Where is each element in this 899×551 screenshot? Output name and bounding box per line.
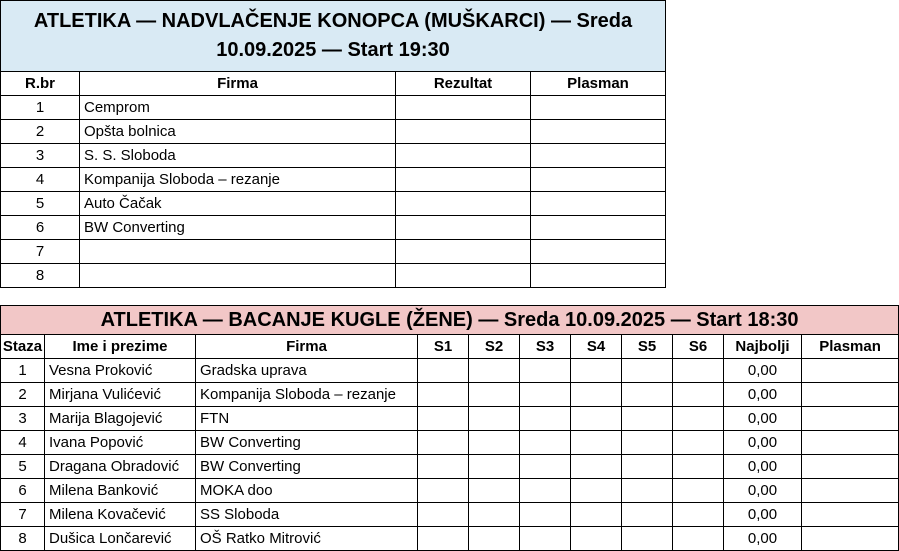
s4-cell[interactable] xyxy=(571,479,622,503)
firma-cell: Kompanija Sloboda – rezanje xyxy=(80,168,396,192)
najbolji-cell: 0,00 xyxy=(724,503,802,527)
column-header-najbolji: Najbolji xyxy=(724,335,802,359)
column-header-s2: S2 xyxy=(469,335,520,359)
firma-cell: Auto Čačak xyxy=(80,192,396,216)
s2-cell[interactable] xyxy=(469,527,520,551)
tug-of-war-title xyxy=(1,1,666,72)
tug-of-war-title-line2: 10.09.2025 — Start 19:30 xyxy=(216,39,450,61)
s3-cell[interactable] xyxy=(520,455,571,479)
s5-cell[interactable] xyxy=(622,503,673,527)
name-cell: Vesna Proković xyxy=(45,359,196,383)
firma-cell: OŠ Ratko Mitrović xyxy=(196,527,418,551)
s3-cell[interactable] xyxy=(520,503,571,527)
s6-cell[interactable] xyxy=(673,383,724,407)
tug-of-war-title-line1: ATLETIKA — NADVLAČENJE KONOPCA (MUŠKARCI) — Sreda xyxy=(33,10,633,32)
s3-cell[interactable] xyxy=(520,359,571,383)
s3-cell[interactable] xyxy=(520,479,571,503)
s6-cell[interactable] xyxy=(673,527,724,551)
s5-cell[interactable] xyxy=(622,383,673,407)
s5-cell[interactable] xyxy=(622,431,673,455)
s3-cell[interactable] xyxy=(520,383,571,407)
najbolji-cell: 0,00 xyxy=(724,407,802,431)
staza-cell: 8 xyxy=(1,527,45,551)
plasman-cell[interactable] xyxy=(531,192,666,216)
rbr-cell: 2 xyxy=(1,120,80,144)
plasman-cell[interactable] xyxy=(531,144,666,168)
s2-cell[interactable] xyxy=(469,383,520,407)
s2-cell[interactable] xyxy=(469,359,520,383)
name-cell: Dragana Obradović xyxy=(45,455,196,479)
staza-cell: 5 xyxy=(1,455,45,479)
firma-cell: Opšta bolnica xyxy=(80,120,396,144)
najbolji-cell: 0,00 xyxy=(724,455,802,479)
s4-cell[interactable] xyxy=(571,527,622,551)
s6-cell[interactable] xyxy=(673,455,724,479)
s1-cell[interactable] xyxy=(418,455,469,479)
s5-cell[interactable] xyxy=(622,359,673,383)
s5-cell[interactable] xyxy=(622,407,673,431)
plasman-cell[interactable] xyxy=(802,455,899,479)
rbr-cell: 1 xyxy=(1,96,80,120)
column-header-plasman: Plasman xyxy=(802,335,899,359)
staza-cell: 3 xyxy=(1,407,45,431)
staza-cell: 6 xyxy=(1,479,45,503)
plasman-cell[interactable] xyxy=(802,431,899,455)
shot-put-header-row xyxy=(1,335,899,359)
firma-cell: Cemprom xyxy=(80,96,396,120)
table-row xyxy=(1,479,899,503)
s3-cell[interactable] xyxy=(520,431,571,455)
staza-cell: 2 xyxy=(1,383,45,407)
rezultat-cell[interactable] xyxy=(396,120,531,144)
s2-cell[interactable] xyxy=(469,407,520,431)
table-row xyxy=(1,359,899,383)
s4-cell[interactable] xyxy=(571,503,622,527)
firma-cell: BW Converting xyxy=(196,455,418,479)
firma-cell: MOKA doo xyxy=(196,479,418,503)
firma-cell: S. S. Sloboda xyxy=(80,144,396,168)
column-header-s5: S5 xyxy=(622,335,673,359)
najbolji-cell: 0,00 xyxy=(724,527,802,551)
shot-put-table xyxy=(0,305,899,551)
s5-cell[interactable] xyxy=(622,527,673,551)
column-header-ime: Ime i prezime xyxy=(45,335,196,359)
rbr-cell: 6 xyxy=(1,216,80,240)
s4-cell[interactable] xyxy=(571,383,622,407)
column-header-plasman: Plasman xyxy=(531,72,666,96)
rezultat-cell[interactable] xyxy=(396,216,531,240)
name-cell: Ivana Popović xyxy=(45,431,196,455)
shot-put-title: ATLETIKA — BACANJE KUGLE (ŽENE) — Sreda 10.09.2025 — Start 18:30 xyxy=(1,306,899,335)
table-row xyxy=(1,383,899,407)
plasman-cell[interactable] xyxy=(531,240,666,264)
rbr-cell: 7 xyxy=(1,240,80,264)
s2-cell[interactable] xyxy=(469,455,520,479)
s3-cell[interactable] xyxy=(520,407,571,431)
firma-cell: BW Converting xyxy=(196,431,418,455)
najbolji-cell: 0,00 xyxy=(724,359,802,383)
table-row xyxy=(1,264,666,288)
column-header-rezultat: Rezultat xyxy=(396,72,531,96)
table-row xyxy=(1,240,666,264)
plasman-cell[interactable] xyxy=(802,407,899,431)
s6-cell[interactable] xyxy=(673,407,724,431)
rezultat-cell[interactable] xyxy=(396,264,531,288)
rezultat-cell[interactable] xyxy=(396,240,531,264)
table-row xyxy=(1,168,666,192)
table-row xyxy=(1,503,899,527)
name-cell: Milena Kovačević xyxy=(45,503,196,527)
s1-cell[interactable] xyxy=(418,383,469,407)
plasman-cell[interactable] xyxy=(802,479,899,503)
rbr-cell: 5 xyxy=(1,192,80,216)
rbr-cell: 3 xyxy=(1,144,80,168)
rezultat-cell[interactable] xyxy=(396,168,531,192)
staza-cell: 4 xyxy=(1,431,45,455)
s1-cell[interactable] xyxy=(418,479,469,503)
table-row xyxy=(1,455,899,479)
column-header-s4: S4 xyxy=(571,335,622,359)
name-cell: Mirjana Vulićević xyxy=(45,383,196,407)
s4-cell[interactable] xyxy=(571,455,622,479)
firma-cell xyxy=(80,264,396,288)
firma-cell: Kompanija Sloboda – rezanje xyxy=(196,383,418,407)
najbolji-cell: 0,00 xyxy=(724,383,802,407)
s4-cell[interactable] xyxy=(571,431,622,455)
column-header-firma: Firma xyxy=(80,72,396,96)
plasman-cell[interactable] xyxy=(531,168,666,192)
table-row xyxy=(1,120,666,144)
column-header-firma: Firma xyxy=(196,335,418,359)
najbolji-cell: 0,00 xyxy=(724,431,802,455)
name-cell: Marija Blagojević xyxy=(45,407,196,431)
rezultat-cell[interactable] xyxy=(396,192,531,216)
s5-cell[interactable] xyxy=(622,479,673,503)
plasman-cell[interactable] xyxy=(802,503,899,527)
s2-cell[interactable] xyxy=(469,503,520,527)
table-row xyxy=(1,527,899,551)
rbr-cell: 8 xyxy=(1,264,80,288)
najbolji-cell: 0,00 xyxy=(724,479,802,503)
rbr-cell: 4 xyxy=(1,168,80,192)
plasman-cell[interactable] xyxy=(531,96,666,120)
plasman-cell[interactable] xyxy=(802,383,899,407)
column-header-rbr: R.br xyxy=(1,72,80,96)
column-header-s6: S6 xyxy=(673,335,724,359)
plasman-cell[interactable] xyxy=(531,216,666,240)
s6-cell[interactable] xyxy=(673,431,724,455)
firma-cell xyxy=(80,240,396,264)
firma-cell: FTN xyxy=(196,407,418,431)
s1-cell[interactable] xyxy=(418,431,469,455)
rezultat-cell[interactable] xyxy=(396,144,531,168)
s1-cell[interactable] xyxy=(418,503,469,527)
table-row xyxy=(1,96,666,120)
column-header-s3: S3 xyxy=(520,335,571,359)
staza-cell: 1 xyxy=(1,359,45,383)
s6-cell[interactable] xyxy=(673,359,724,383)
s6-cell[interactable] xyxy=(673,503,724,527)
s6-cell[interactable] xyxy=(673,479,724,503)
firma-cell: SS Sloboda xyxy=(196,503,418,527)
name-cell: Dušica Lončarević xyxy=(45,527,196,551)
s1-cell[interactable] xyxy=(418,527,469,551)
s1-cell[interactable] xyxy=(418,407,469,431)
plasman-cell[interactable] xyxy=(802,527,899,551)
table-row xyxy=(1,216,666,240)
firma-cell: BW Converting xyxy=(80,216,396,240)
staza-cell: 7 xyxy=(1,503,45,527)
s4-cell[interactable] xyxy=(571,359,622,383)
s4-cell[interactable] xyxy=(571,407,622,431)
plasman-cell[interactable] xyxy=(802,359,899,383)
s5-cell[interactable] xyxy=(622,455,673,479)
firma-cell: Gradska uprava xyxy=(196,359,418,383)
s1-cell[interactable] xyxy=(418,359,469,383)
rezultat-cell[interactable] xyxy=(396,96,531,120)
column-header-staza: Staza xyxy=(1,335,45,359)
plasman-cell[interactable] xyxy=(531,120,666,144)
column-header-s1: S1 xyxy=(418,335,469,359)
table-row xyxy=(1,144,666,168)
s3-cell[interactable] xyxy=(520,527,571,551)
plasman-cell[interactable] xyxy=(531,264,666,288)
table-row xyxy=(1,407,899,431)
s2-cell[interactable] xyxy=(469,479,520,503)
table-row xyxy=(1,431,899,455)
tug-of-war-table xyxy=(0,0,666,288)
table-row xyxy=(1,192,666,216)
name-cell: Milena Banković xyxy=(45,479,196,503)
tug-of-war-header-row xyxy=(1,72,666,96)
s2-cell[interactable] xyxy=(469,431,520,455)
